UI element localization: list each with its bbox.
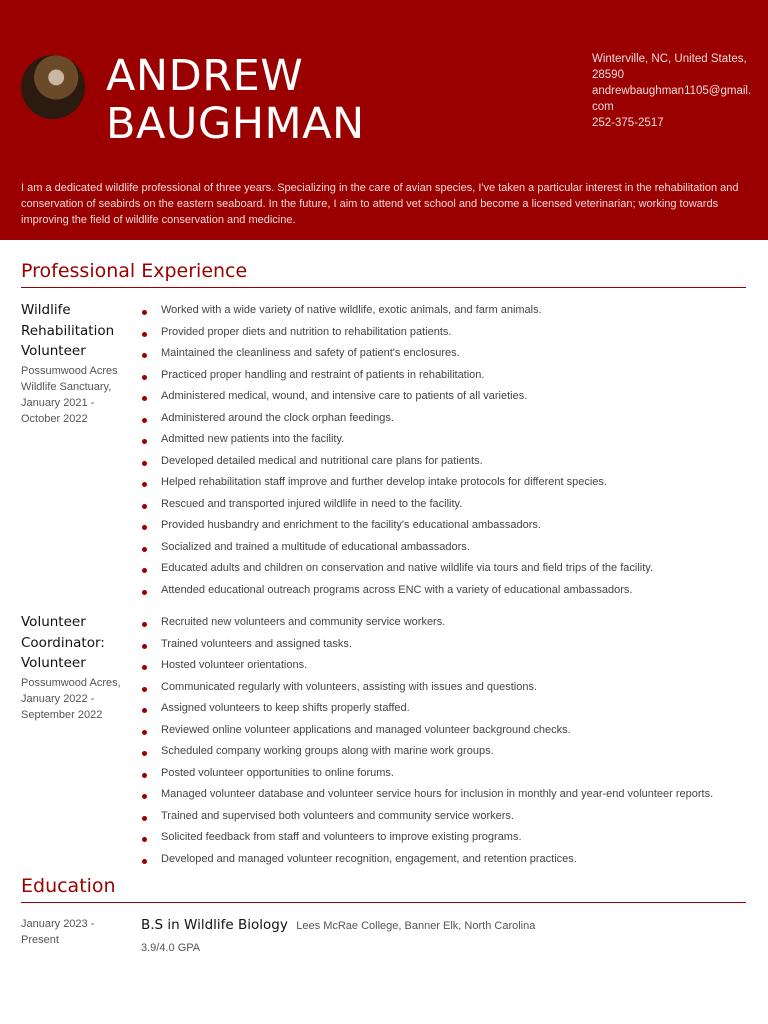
bullet-item: Developed and managed volunteer recognition, engagement, and retention practices. — [141, 849, 741, 871]
bullet-item: Attended educational outreach programs across ENC with a variety of educational ambassadors. — [141, 580, 741, 602]
experience-heading: Professional Experience — [21, 260, 248, 282]
bullet-item: Managed volunteer database and volunteer service hours for inclusion in monthly and year-end volunteer reports. — [141, 784, 741, 806]
name-line-2: BAUGHMAN — [106, 99, 365, 149]
bullet-item: Administered around the clock orphan feedings. — [141, 408, 741, 430]
gpa: 3.9/4.0 GPA — [141, 942, 201, 954]
degree: B.S in Wildlife Biology — [141, 917, 288, 933]
job-bullets — [141, 612, 741, 870]
bullet-item: Educated adults and children on conservation and native wildlife via tours and field trips of the facility. — [141, 558, 741, 580]
job-info — [21, 300, 121, 427]
job-info — [21, 612, 121, 723]
job-meta: Possumwood Acres Wildlife Sanctuary, January 2021 - October 2022 — [21, 364, 118, 425]
experience-divider — [21, 287, 746, 288]
candidate-name — [106, 52, 365, 148]
bullet-item: Trained and supervised both volunteers and community service workers. — [141, 806, 741, 828]
bullet-item: Provided proper diets and nutrition to rehabilitation patients. — [141, 322, 741, 344]
bullet-item: Socialized and trained a multitude of educational ambassadors. — [141, 537, 741, 559]
job-title: Volunteer Coordinator: Volunteer — [21, 614, 105, 671]
bullet-item: Provided husbandry and enrichment to the facility's educational ambassadors. — [141, 515, 741, 537]
bullet-item: Reviewed online volunteer applications and managed volunteer background checks. — [141, 720, 741, 742]
phone-number[interactable]: 252-375-2517 — [592, 117, 664, 129]
education-heading: Education — [21, 875, 116, 897]
bullet-item: Solicited feedback from staff and volunteers to improve existing programs. — [141, 827, 741, 849]
bullet-item: Practiced proper handling and restraint of patients in rehabilitation. — [141, 365, 741, 387]
job-bullets — [141, 300, 741, 601]
bullet-item: Assigned volunteers to keep shifts properly staffed. — [141, 698, 741, 720]
bullet-item: Hosted volunteer orientations. — [141, 655, 741, 677]
education-details — [141, 916, 741, 954]
resume-header — [0, 0, 768, 240]
education-divider — [21, 902, 746, 903]
bullet-item: Rescued and transported injured wildlife in need to the facility. — [141, 494, 741, 516]
bullet-item: Trained volunteers and assigned tasks. — [141, 634, 741, 656]
bullet-item: Admitted new patients into the facility. — [141, 429, 741, 451]
email-link[interactable]: andrewbaughman1105@gmail.com — [592, 85, 752, 113]
bullet-item: Scheduled company working groups along with marine work groups. — [141, 741, 741, 763]
bullet-item: Administered medical, wound, and intensive care to patients of all varieties. — [141, 386, 741, 408]
job-meta: Possumwood Acres, January 2022 - September 2022 — [21, 676, 121, 721]
bullet-item: Communicated regularly with volunteers, assisting with issues and questions. — [141, 677, 741, 699]
education-date: January 2023 - Present — [21, 918, 95, 946]
bullet-item: Maintained the cleanliness and safety of patient's enclosures. — [141, 343, 741, 365]
bullet-item: Worked with a wide variety of native wildlife, exotic animals, and farm animals. — [141, 300, 741, 322]
job-title: Wildlife Rehabilitation Volunteer — [21, 302, 115, 359]
profile-photo — [21, 55, 85, 119]
name-line-1: ANDREW — [106, 51, 304, 101]
summary: I am a dedicated wildlife professional of three years. Specializing in the care of avian species, I've taken a particular interest in the rehabilitation and conservation of seabirds on the eastern seaboard. In the future, I aim to attend vet school and become a licensed veterinarian; working towards improving the field of wildlife conservation and medicine. — [21, 182, 739, 226]
bullet-item: Recruited new volunteers and community service workers. — [141, 612, 741, 634]
bullet-item: Helped rehabilitation staff improve and further develop intake protocols for different species. — [141, 472, 741, 494]
bullet-item: Posted volunteer opportunities to online forums. — [141, 763, 741, 785]
contact-info — [592, 51, 752, 131]
school: Lees McRae College, Banner Elk, North Carolina — [296, 920, 536, 932]
location: Winterville, NC, United States, 28590 — [592, 53, 747, 81]
bullet-item: Developed detailed medical and nutritional care plans for patients. — [141, 451, 741, 473]
